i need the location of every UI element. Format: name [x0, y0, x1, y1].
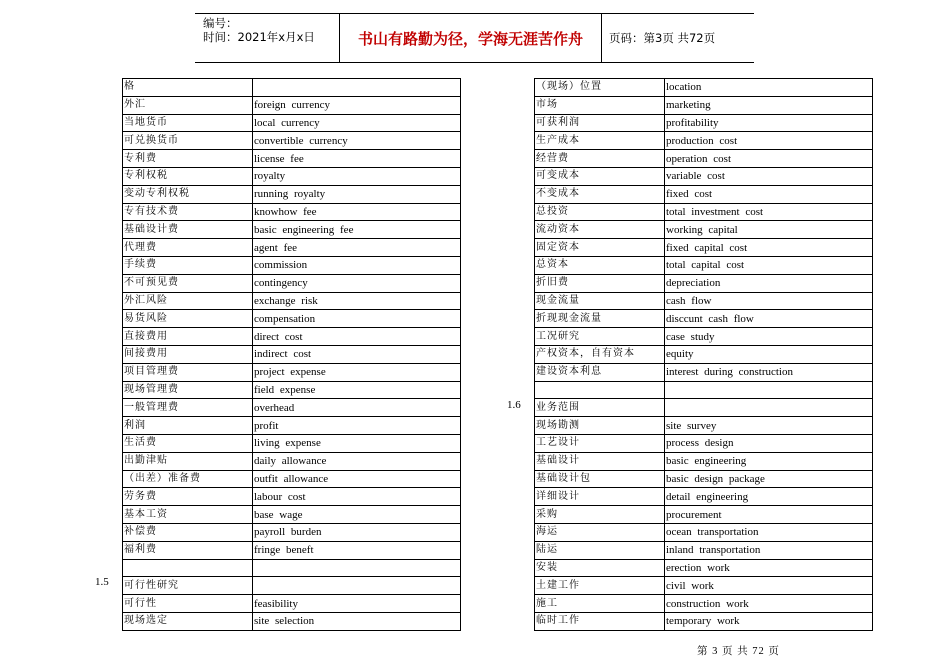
table-row	[123, 577, 461, 595]
chinese-term	[535, 381, 665, 399]
chinese-term: 间接费用	[123, 345, 253, 363]
chinese-term: 基础设计	[535, 452, 665, 470]
english-term: commission	[253, 256, 461, 274]
english-term: agent fee	[253, 239, 461, 257]
english-term: case study	[665, 328, 873, 346]
table-row	[535, 470, 873, 488]
table-row	[535, 363, 873, 381]
chinese-term: 外汇	[123, 96, 253, 114]
number-label: 编号：	[203, 16, 238, 30]
english-term: total capital cost	[665, 256, 873, 274]
english-term: foreign currency	[253, 96, 461, 114]
chinese-term: 不可预见费	[123, 274, 253, 292]
chinese-term: 临时工作	[535, 612, 665, 630]
chinese-term: 经营费	[535, 150, 665, 168]
english-term: variable cost	[665, 167, 873, 185]
table-row	[535, 150, 873, 168]
table-row	[535, 381, 873, 399]
english-term: project expense	[253, 363, 461, 381]
english-term: detail engineering	[665, 488, 873, 506]
table-row	[123, 363, 461, 381]
chinese-term: 生活费	[123, 434, 253, 452]
table-row	[123, 328, 461, 346]
english-term: basic engineering	[665, 452, 873, 470]
english-term: outfit allowance	[253, 470, 461, 488]
english-term	[665, 381, 873, 399]
chinese-term: 一般管理费	[123, 399, 253, 417]
table-row	[535, 559, 873, 577]
chinese-term: 现场管理费	[123, 381, 253, 399]
english-term: convertible currency	[253, 132, 461, 150]
table-row	[535, 328, 873, 346]
chinese-term: 可兑换货币	[123, 132, 253, 150]
table-row	[123, 523, 461, 541]
table-row	[535, 114, 873, 132]
chinese-term: 补偿费	[123, 523, 253, 541]
chinese-term: 总投资	[535, 203, 665, 221]
chinese-term: 易货风险	[123, 310, 253, 328]
table-row	[535, 345, 873, 363]
table-row	[535, 167, 873, 185]
english-term: disccunt cash flow	[665, 310, 873, 328]
table-row	[535, 132, 873, 150]
english-term: cash flow	[665, 292, 873, 310]
english-term: fixed capital cost	[665, 239, 873, 257]
chinese-term: 代理费	[123, 239, 253, 257]
section-number-1-6: 1.6	[507, 399, 521, 411]
table-row	[123, 417, 461, 435]
chinese-term: 采购	[535, 506, 665, 524]
english-term	[253, 577, 461, 595]
table-row	[535, 399, 873, 417]
chinese-term: 市场	[535, 96, 665, 114]
chinese-term: （现场）位置	[535, 79, 665, 97]
english-term: profitability	[665, 114, 873, 132]
table-row	[123, 274, 461, 292]
table-row	[535, 417, 873, 435]
table-row	[535, 452, 873, 470]
english-term: running royalty	[253, 185, 461, 203]
table-row	[535, 239, 873, 257]
english-term: construction work	[665, 595, 873, 613]
table-row	[535, 79, 873, 97]
table-row	[123, 132, 461, 150]
chinese-term: 产权资本，自有资本	[535, 345, 665, 363]
chinese-term: 可变成本	[535, 167, 665, 185]
table-row	[123, 612, 461, 630]
chinese-term: 不变成本	[535, 185, 665, 203]
table-row	[123, 150, 461, 168]
chinese-term: 手续费	[123, 256, 253, 274]
chinese-term: 直接费用	[123, 328, 253, 346]
table-row	[123, 595, 461, 613]
chinese-term: 现场勘测	[535, 417, 665, 435]
table-row	[535, 185, 873, 203]
table-row	[123, 399, 461, 417]
english-term: base wage	[253, 506, 461, 524]
chinese-term: 海运	[535, 523, 665, 541]
vocab-table-left	[122, 78, 461, 631]
table-row	[535, 523, 873, 541]
page-header	[195, 13, 754, 63]
english-term: inland transportation	[665, 541, 873, 559]
table-row	[535, 256, 873, 274]
english-term: process design	[665, 434, 873, 452]
table-row	[535, 541, 873, 559]
table-row	[123, 452, 461, 470]
chinese-term: 福利费	[123, 541, 253, 559]
table-row	[535, 488, 873, 506]
table-row	[535, 434, 873, 452]
english-term: temporary work	[665, 612, 873, 630]
table-row	[535, 96, 873, 114]
chinese-term: 专利权税	[123, 167, 253, 185]
english-term: daily allowance	[253, 452, 461, 470]
chinese-term: （出差）准备费	[123, 470, 253, 488]
table-row	[123, 79, 461, 97]
english-term	[253, 79, 461, 97]
english-term: marketing	[665, 96, 873, 114]
table-row	[535, 221, 873, 239]
english-term: knowhow fee	[253, 203, 461, 221]
english-term: contingency	[253, 274, 461, 292]
vocab-table-right	[534, 78, 873, 631]
english-term	[253, 559, 461, 577]
english-term: royalty	[253, 167, 461, 185]
chinese-term: 建设资本利息	[535, 363, 665, 381]
table-row	[535, 274, 873, 292]
english-term: basic design package	[665, 470, 873, 488]
english-term: compensation	[253, 310, 461, 328]
english-term: total investment cost	[665, 203, 873, 221]
chinese-term: 变动专利权税	[123, 185, 253, 203]
english-term: location	[665, 79, 873, 97]
english-term: interest during construction	[665, 363, 873, 381]
english-term: indirect cost	[253, 345, 461, 363]
chinese-term: 流动资本	[535, 221, 665, 239]
chinese-term: 陆运	[535, 541, 665, 559]
english-term: production cost	[665, 132, 873, 150]
table-row	[123, 470, 461, 488]
english-term: depreciation	[665, 274, 873, 292]
chinese-term: 可行性研究	[123, 577, 253, 595]
english-term: site survey	[665, 417, 873, 435]
table-row	[123, 559, 461, 577]
chinese-term: 项目管理费	[123, 363, 253, 381]
table-row	[535, 292, 873, 310]
english-term: equity	[665, 345, 873, 363]
table-row	[123, 345, 461, 363]
table-row	[123, 114, 461, 132]
table-row	[123, 239, 461, 257]
english-term: site selection	[253, 612, 461, 630]
table-row	[123, 256, 461, 274]
chinese-term: 工况研究	[535, 328, 665, 346]
english-term: erection work	[665, 559, 873, 577]
time-label: 时间：2021年x月x日	[203, 30, 315, 44]
table-row	[123, 488, 461, 506]
chinese-term: 出勤津贴	[123, 452, 253, 470]
chinese-term: 施工	[535, 595, 665, 613]
chinese-term: 可获利润	[535, 114, 665, 132]
table-row	[123, 292, 461, 310]
english-term: direct cost	[253, 328, 461, 346]
table-row	[123, 203, 461, 221]
chinese-term: 专有技术费	[123, 203, 253, 221]
table-row	[123, 310, 461, 328]
table-row	[123, 96, 461, 114]
header-motto: 书山有路勤为径，学海无涯苦作舟	[357, 29, 583, 48]
english-term: working capital	[665, 221, 873, 239]
chinese-term: 基础设计包	[535, 470, 665, 488]
table-row	[123, 381, 461, 399]
chinese-term: 劳务费	[123, 488, 253, 506]
header-page-info: 页码：第3页 共72页	[609, 31, 716, 45]
table-row	[535, 203, 873, 221]
table-row	[123, 434, 461, 452]
english-term: local currency	[253, 114, 461, 132]
header-divider	[601, 14, 602, 62]
chinese-term: 业务范围	[535, 399, 665, 417]
table-row	[123, 167, 461, 185]
english-term: profit	[253, 417, 461, 435]
english-term: basic engineering fee	[253, 221, 461, 239]
english-term: license fee	[253, 150, 461, 168]
table-row	[535, 595, 873, 613]
english-term: ocean transportation	[665, 523, 873, 541]
section-number-1-5: 1.5	[95, 576, 109, 588]
chinese-term: 安装	[535, 559, 665, 577]
chinese-term: 详细设计	[535, 488, 665, 506]
table-row	[535, 577, 873, 595]
table-row	[123, 506, 461, 524]
chinese-term: 折旧费	[535, 274, 665, 292]
chinese-term	[123, 559, 253, 577]
chinese-term: 专利费	[123, 150, 253, 168]
chinese-term: 利润	[123, 417, 253, 435]
chinese-term: 格	[123, 79, 253, 97]
english-term: civil work	[665, 577, 873, 595]
english-term: field expense	[253, 381, 461, 399]
chinese-term: 工艺设计	[535, 434, 665, 452]
chinese-term: 现金流量	[535, 292, 665, 310]
chinese-term: 可行性	[123, 595, 253, 613]
chinese-term: 外汇风险	[123, 292, 253, 310]
english-term: feasibility	[253, 595, 461, 613]
page-footer: 第 3 页 共 72 页	[697, 646, 780, 657]
table-row	[535, 612, 873, 630]
header-meta	[203, 16, 315, 44]
table-row	[123, 185, 461, 203]
english-term: fringe beneft	[253, 541, 461, 559]
table-row	[123, 221, 461, 239]
chinese-term: 固定资本	[535, 239, 665, 257]
chinese-term: 基本工资	[123, 506, 253, 524]
table-row	[535, 310, 873, 328]
english-term: living expense	[253, 434, 461, 452]
chinese-term: 现场选定	[123, 612, 253, 630]
english-term: operation cost	[665, 150, 873, 168]
chinese-term: 基础设计费	[123, 221, 253, 239]
chinese-term: 土建工作	[535, 577, 665, 595]
english-term	[665, 399, 873, 417]
table-row	[535, 506, 873, 524]
english-term: overhead	[253, 399, 461, 417]
table-row	[123, 541, 461, 559]
english-term: labour cost	[253, 488, 461, 506]
chinese-term: 折现现金流量	[535, 310, 665, 328]
chinese-term: 生产成本	[535, 132, 665, 150]
english-term: fixed cost	[665, 185, 873, 203]
english-term: procurement	[665, 506, 873, 524]
chinese-term: 当地货币	[123, 114, 253, 132]
chinese-term: 总资本	[535, 256, 665, 274]
english-term: exchange risk	[253, 292, 461, 310]
english-term: payroll burden	[253, 523, 461, 541]
